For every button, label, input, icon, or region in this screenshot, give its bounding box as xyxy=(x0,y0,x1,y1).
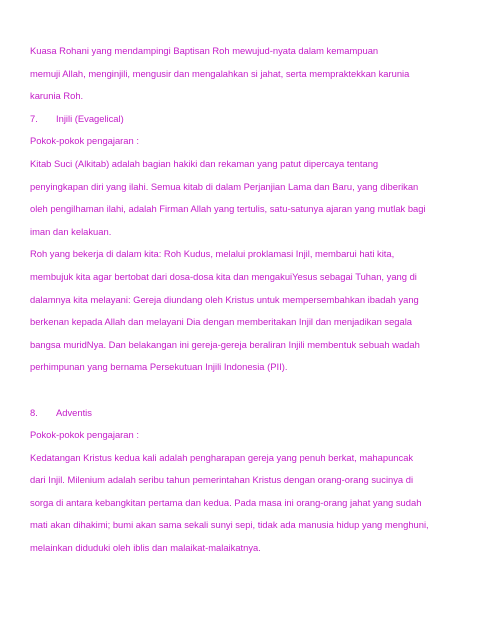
text-line: Kuasa Rohani yang mendampingi Baptisan Roh mewujud-nyata dalam kemampuan xyxy=(30,45,379,56)
text-line: perhimpunan yang bernama Persekutuan Injili Indonesia (PII). xyxy=(30,361,288,373)
text-line: dalamnya kita melayani: Gereja diundang oleh Kristus untuk mempersembahkan ibadah yang xyxy=(30,293,419,305)
text-line: Kitab Suci (Alkitab) adalah bagian hakiki dan rekaman yang patut dipercaya tentang xyxy=(30,157,379,169)
paragraph-spacer xyxy=(30,379,470,402)
text-line: iman dan kelakuan. xyxy=(30,225,112,237)
text-line: karunia Roh. xyxy=(30,90,84,102)
text-line: sorga di antara kebangkitan pertama dan kedua. Pada masa ini orang-orang jahat yang sudah xyxy=(30,496,422,508)
text-line: bangsa muridNya. Dan belakangan ini gereja-gereja beraliran Injili membentuk sebuah wadah xyxy=(30,338,420,350)
section-8-heading xyxy=(30,402,470,425)
section-number: 8. xyxy=(30,406,38,418)
text-line: penyingkapan diri yang ilahi. Semua kitab di dalam Perjanjian Lama dan Baru, yang diberikan xyxy=(30,180,419,192)
document-body xyxy=(30,40,470,560)
text-line: oleh pengilhaman ilahi, adalah Firman Allah yang tertulis, satu-satunya ajaran yang mutlak bagi xyxy=(30,203,426,215)
text-line: melainkan diduduki oleh iblis dan malaikat-malaikatnya. xyxy=(30,542,261,554)
section-title: Adventis xyxy=(56,406,92,418)
text-line: Roh yang bekerja di dalam kita: Roh Kudus, melalui proklamasi Injil, membarui hati kita, xyxy=(30,248,395,260)
section-8-subheading: Pokok-pokok pengajaran : xyxy=(30,429,139,441)
text-line: mati akan dihakimi; bumi akan sama sekali sunyi sepi, tidak ada manusia hidup yang menghuni, xyxy=(30,519,429,531)
section-title: Injili (Evagelical) xyxy=(56,112,124,124)
text-line: Kedatangan Kristus kedua kali adalah pengharapan gereja yang penuh berkat, mahapuncak xyxy=(30,451,414,463)
text-line: memuji Allah, menginjili, mengusir dan mengalahkan si jahat, serta mempraktekkan karunia xyxy=(30,67,410,79)
text-line: dari Injil. Milenium adalah seribu tahun pemerintahan Kristus dengan orang-orang sucinya di xyxy=(30,474,414,486)
text-line: membujuk kita agar bertobat dari dosa-dosa kita dan mengakuiYesus sebagai Tuhan, yang di xyxy=(30,270,417,282)
section-number: 7. xyxy=(30,112,38,124)
section-7-subheading: Pokok-pokok pengajaran : xyxy=(30,135,139,147)
text-line: berkenan kepada Allah dan melayani Dia dengan memberitakan Injil dan menjadikan segala xyxy=(30,316,413,328)
section-7-heading xyxy=(30,108,470,131)
